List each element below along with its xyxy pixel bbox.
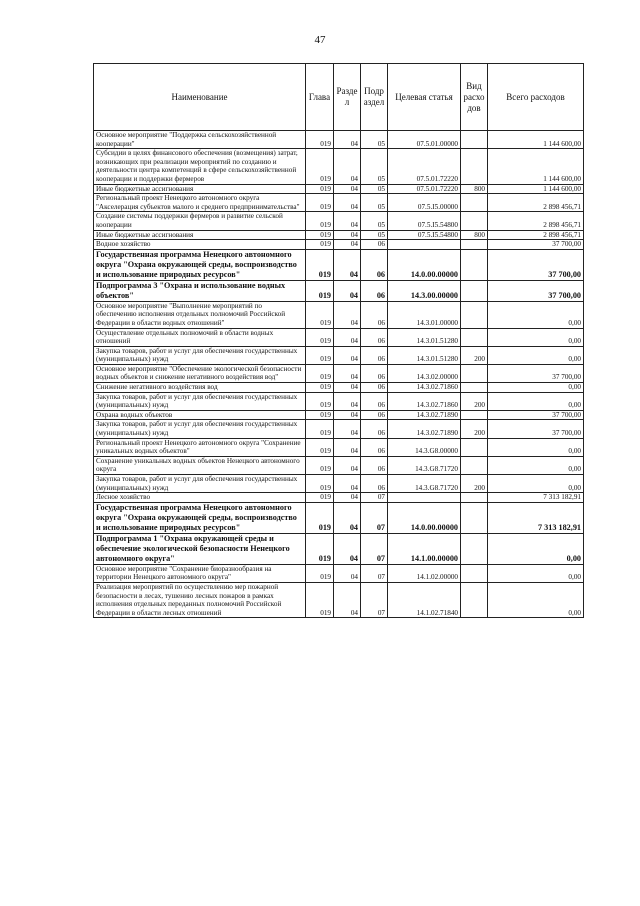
row-section: 04 — [334, 346, 361, 364]
row-chapter: 019 — [306, 364, 334, 382]
table-row — [94, 420, 584, 438]
row-section: 04 — [334, 131, 361, 149]
row-target-article: 07.5.I5.54800 — [388, 212, 461, 230]
row-subsection: 06 — [361, 240, 388, 250]
row-subsection: 06 — [361, 456, 388, 474]
row-subsection: 06 — [361, 249, 388, 280]
row-name: Закупка товаров, работ и услуг для обеспечения государственных (муниципальных) нужд — [94, 420, 306, 438]
row-target-article: 14.1.02.00000 — [388, 564, 461, 582]
row-section: 04 — [334, 240, 361, 250]
row-expense-type — [461, 280, 488, 301]
row-total: 0,00 — [488, 346, 584, 364]
row-subsection: 07 — [361, 533, 388, 564]
table-row — [94, 456, 584, 474]
table-row — [94, 149, 584, 184]
row-subsection: 06 — [361, 383, 388, 393]
row-target-article: 14.0.00.00000 — [388, 502, 461, 533]
row-target-article: 14.3.G8.71720 — [388, 456, 461, 474]
row-total: 1 144 600,00 — [488, 131, 584, 149]
row-total: 2 898 456,71 — [488, 194, 584, 212]
row-total: 0,00 — [488, 582, 584, 617]
row-name: Основное мероприятие "Сохранение биоразнообразия на территории Ненецкого автономного округа" — [94, 564, 306, 582]
row-total: 7 313 182,91 — [488, 502, 584, 533]
table-row — [94, 184, 584, 194]
row-total: 37 700,00 — [488, 240, 584, 250]
row-target-article: 14.3.02.71860 — [388, 383, 461, 393]
row-subsection: 07 — [361, 493, 388, 503]
row-chapter: 019 — [306, 493, 334, 503]
row-name: Иные бюджетные ассигнования — [94, 184, 306, 194]
row-total: 0,00 — [488, 564, 584, 582]
row-section: 04 — [334, 502, 361, 533]
row-section: 04 — [334, 301, 361, 328]
header-name: Наименование — [94, 64, 306, 131]
row-name: Подпрограмма 3 "Охрана и использование водных объектов" — [94, 280, 306, 301]
row-chapter: 019 — [306, 456, 334, 474]
row-chapter: 019 — [306, 301, 334, 328]
row-target-article: 14.3.01.51280 — [388, 328, 461, 346]
row-target-article: 14.1.00.00000 — [388, 533, 461, 564]
row-subsection: 06 — [361, 410, 388, 420]
row-total: 37 700,00 — [488, 364, 584, 382]
row-chapter: 019 — [306, 149, 334, 184]
table-row — [94, 230, 584, 240]
table-header-row — [94, 64, 584, 131]
header-target-article: Целевая статья — [388, 64, 461, 131]
row-name: Субсидии в целях финансового обеспечения (возмещения) затрат, возникающих при реализации мероприятий по созданию и деятельности центра компетенций в сфере сельскохозяйственной кооперации и поддержки фермеров — [94, 149, 306, 184]
row-section: 04 — [334, 456, 361, 474]
header-chapter: Глава — [306, 64, 334, 131]
table-row — [94, 131, 584, 149]
row-subsection: 05 — [361, 212, 388, 230]
row-total: 0,00 — [488, 475, 584, 493]
row-name: Закупка товаров, работ и услуг для обеспечения государственных (муниципальных) нужд — [94, 392, 306, 410]
row-section: 04 — [334, 184, 361, 194]
row-section: 04 — [334, 493, 361, 503]
table-row — [94, 346, 584, 364]
row-target-article: 14.3.02.71890 — [388, 410, 461, 420]
table-row — [94, 392, 584, 410]
table-row — [94, 212, 584, 230]
row-section: 04 — [334, 194, 361, 212]
row-expense-type — [461, 456, 488, 474]
row-expense-type — [461, 364, 488, 382]
table-row — [94, 475, 584, 493]
row-chapter: 019 — [306, 328, 334, 346]
row-subsection: 06 — [361, 392, 388, 410]
row-chapter: 019 — [306, 533, 334, 564]
row-target-article: 14.0.00.00000 — [388, 249, 461, 280]
row-section: 04 — [334, 392, 361, 410]
row-expense-type: 200 — [461, 392, 488, 410]
row-total: 0,00 — [488, 533, 584, 564]
table-row — [94, 502, 584, 533]
row-chapter: 019 — [306, 410, 334, 420]
row-total: 0,00 — [488, 383, 584, 393]
row-name: Лесное хозяйство — [94, 493, 306, 503]
row-expense-type — [461, 131, 488, 149]
row-expense-type — [461, 410, 488, 420]
row-section: 04 — [334, 249, 361, 280]
row-expense-type — [461, 328, 488, 346]
row-target-article: 07.5.I5.54800 — [388, 230, 461, 240]
row-target-article: 07.5.I5.00000 — [388, 194, 461, 212]
row-total: 0,00 — [488, 328, 584, 346]
row-name: Закупка товаров, работ и услуг для обеспечения государственных (муниципальных) нужд — [94, 346, 306, 364]
row-expense-type — [461, 194, 488, 212]
row-name: Снижение негативного воздействия вод — [94, 383, 306, 393]
row-subsection: 06 — [361, 475, 388, 493]
table-row — [94, 328, 584, 346]
row-target-article: 14.3.01.00000 — [388, 301, 461, 328]
row-subsection: 07 — [361, 502, 388, 533]
row-chapter: 019 — [306, 184, 334, 194]
row-total: 37 700,00 — [488, 249, 584, 280]
row-name: Основное мероприятие "Обеспечение экологической безопасности водных объектов и снижение негативного воздействия вод" — [94, 364, 306, 382]
row-name: Основное мероприятие "Поддержка сельскохозяйственной кооперации" — [94, 131, 306, 149]
row-section: 04 — [334, 328, 361, 346]
row-expense-type: 800 — [461, 184, 488, 194]
row-name: Закупка товаров, работ и услуг для обеспечения государственных (муниципальных) нужд — [94, 475, 306, 493]
row-target-article — [388, 240, 461, 250]
row-subsection: 07 — [361, 564, 388, 582]
row-section: 04 — [334, 564, 361, 582]
table-row — [94, 249, 584, 280]
row-total: 2 898 456,71 — [488, 212, 584, 230]
row-chapter: 019 — [306, 131, 334, 149]
row-chapter: 019 — [306, 346, 334, 364]
row-chapter: 019 — [306, 249, 334, 280]
row-total: 0,00 — [488, 392, 584, 410]
table-row — [94, 364, 584, 382]
row-target-article: 14.1.02.71840 — [388, 582, 461, 617]
row-subsection: 05 — [361, 149, 388, 184]
row-total: 0,00 — [488, 456, 584, 474]
row-total: 37 700,00 — [488, 410, 584, 420]
row-expense-type — [461, 502, 488, 533]
row-section: 04 — [334, 383, 361, 393]
row-chapter: 019 — [306, 438, 334, 456]
row-expense-type — [461, 564, 488, 582]
row-total: 0,00 — [488, 301, 584, 328]
row-expense-type — [461, 383, 488, 393]
row-chapter: 019 — [306, 383, 334, 393]
row-total: 7 313 182,91 — [488, 493, 584, 503]
page-number: 47 — [314, 34, 326, 46]
row-subsection: 06 — [361, 364, 388, 382]
row-section: 04 — [334, 475, 361, 493]
table-row — [94, 240, 584, 250]
row-name: Создание системы поддержки фермеров и развитие сельской кооперации — [94, 212, 306, 230]
row-name: Основное мероприятие "Выполнение мероприятий по обеспечению исполнения отдельных полномочий Российской Федерации в области водных отношений" — [94, 301, 306, 328]
row-name: Сохранение уникальных водных объектов Ненецкого автономного округа — [94, 456, 306, 474]
row-name: Осуществление отдельных полномочий в области водных отношений — [94, 328, 306, 346]
row-expense-type: 200 — [461, 475, 488, 493]
row-chapter: 019 — [306, 212, 334, 230]
row-total: 0,00 — [488, 438, 584, 456]
row-name: Государственная программа Ненецкого автономного округа "Охрана окружающей среды, воспроизводство и использование природных ресурсов" — [94, 502, 306, 533]
table-row — [94, 280, 584, 301]
row-total: 1 144 600,00 — [488, 184, 584, 194]
row-expense-type — [461, 212, 488, 230]
row-name: Региональный проект Ненецкого автономного округа "Акселерация субъектов малого и среднего предпринимательства" — [94, 194, 306, 212]
row-name: Охрана водных объектов — [94, 410, 306, 420]
row-subsection: 06 — [361, 301, 388, 328]
row-target-article: 14.3.00.00000 — [388, 280, 461, 301]
row-expense-type — [461, 249, 488, 280]
row-name: Региональный проект Ненецкого автономного округа "Сохранение уникальных водных объектов" — [94, 438, 306, 456]
table-row — [94, 533, 584, 564]
row-total: 1 144 600,00 — [488, 149, 584, 184]
row-target-article: 14.3.G8.00000 — [388, 438, 461, 456]
row-name: Водное хозяйство — [94, 240, 306, 250]
row-chapter: 019 — [306, 420, 334, 438]
header-subsection: Подр аздел — [361, 64, 388, 131]
row-chapter: 019 — [306, 240, 334, 250]
row-subsection: 06 — [361, 346, 388, 364]
row-subsection: 07 — [361, 582, 388, 617]
row-section: 04 — [334, 212, 361, 230]
row-chapter: 019 — [306, 475, 334, 493]
row-target-article: 14.3.01.51280 — [388, 346, 461, 364]
table-row — [94, 493, 584, 503]
row-expense-type: 800 — [461, 230, 488, 240]
row-expense-type: 200 — [461, 420, 488, 438]
table-row — [94, 383, 584, 393]
row-name: Иные бюджетные ассигнования — [94, 230, 306, 240]
row-subsection: 05 — [361, 184, 388, 194]
table-row — [94, 410, 584, 420]
header-total: Всего расходов — [488, 64, 584, 131]
row-name: Реализация мероприятий по осуществлению мер пожарной безопасности в лесах, тушению лесных пожаров в рамках исполнения отдельных переданных полномочий Российской Федерации в области лесных отношений — [94, 582, 306, 617]
row-target-article: 07.5.01.00000 — [388, 131, 461, 149]
header-expense-type: Вид расхо дов — [461, 64, 488, 131]
row-chapter: 019 — [306, 280, 334, 301]
row-expense-type — [461, 493, 488, 503]
row-section: 04 — [334, 410, 361, 420]
row-expense-type — [461, 240, 488, 250]
row-target-article — [388, 493, 461, 503]
row-expense-type — [461, 149, 488, 184]
row-target-article: 07.5.01.72220 — [388, 184, 461, 194]
row-chapter: 019 — [306, 582, 334, 617]
row-subsection: 06 — [361, 328, 388, 346]
row-section: 04 — [334, 420, 361, 438]
table-row — [94, 301, 584, 328]
row-total: 37 700,00 — [488, 420, 584, 438]
row-expense-type — [461, 438, 488, 456]
row-section: 04 — [334, 582, 361, 617]
row-target-article: 07.5.01.72220 — [388, 149, 461, 184]
row-target-article: 14.3.02.00000 — [388, 364, 461, 382]
row-subsection: 06 — [361, 420, 388, 438]
row-total: 2 898 456,71 — [488, 230, 584, 240]
row-chapter: 019 — [306, 392, 334, 410]
row-subsection: 06 — [361, 438, 388, 456]
row-chapter: 019 — [306, 194, 334, 212]
row-chapter: 019 — [306, 564, 334, 582]
expenditure-table — [93, 63, 584, 618]
row-expense-type — [461, 301, 488, 328]
header-section: Разде л — [334, 64, 361, 131]
row-section: 04 — [334, 230, 361, 240]
row-target-article: 14.3.02.71890 — [388, 420, 461, 438]
table-row — [94, 564, 584, 582]
row-expense-type: 200 — [461, 346, 488, 364]
row-section: 04 — [334, 438, 361, 456]
row-expense-type — [461, 533, 488, 564]
row-target-article: 14.3.G8.71720 — [388, 475, 461, 493]
row-name: Подпрограмма 1 "Охрана окружающей среды и обеспечение экологической безопасности Ненецкого автономного округа" — [94, 533, 306, 564]
row-section: 04 — [334, 364, 361, 382]
row-section: 04 — [334, 149, 361, 184]
row-target-article: 14.3.02.71860 — [388, 392, 461, 410]
table-row — [94, 438, 584, 456]
row-expense-type — [461, 582, 488, 617]
row-chapter: 019 — [306, 502, 334, 533]
row-subsection: 06 — [361, 280, 388, 301]
row-subsection: 05 — [361, 230, 388, 240]
table-row — [94, 194, 584, 212]
row-section: 04 — [334, 280, 361, 301]
row-subsection: 05 — [361, 194, 388, 212]
row-name: Государственная программа Ненецкого автономного округа "Охрана окружающей среды, воспроизводство и использование природных ресурсов" — [94, 249, 306, 280]
row-section: 04 — [334, 533, 361, 564]
row-subsection: 05 — [361, 131, 388, 149]
row-total: 37 700,00 — [488, 280, 584, 301]
table-row — [94, 582, 584, 617]
row-chapter: 019 — [306, 230, 334, 240]
